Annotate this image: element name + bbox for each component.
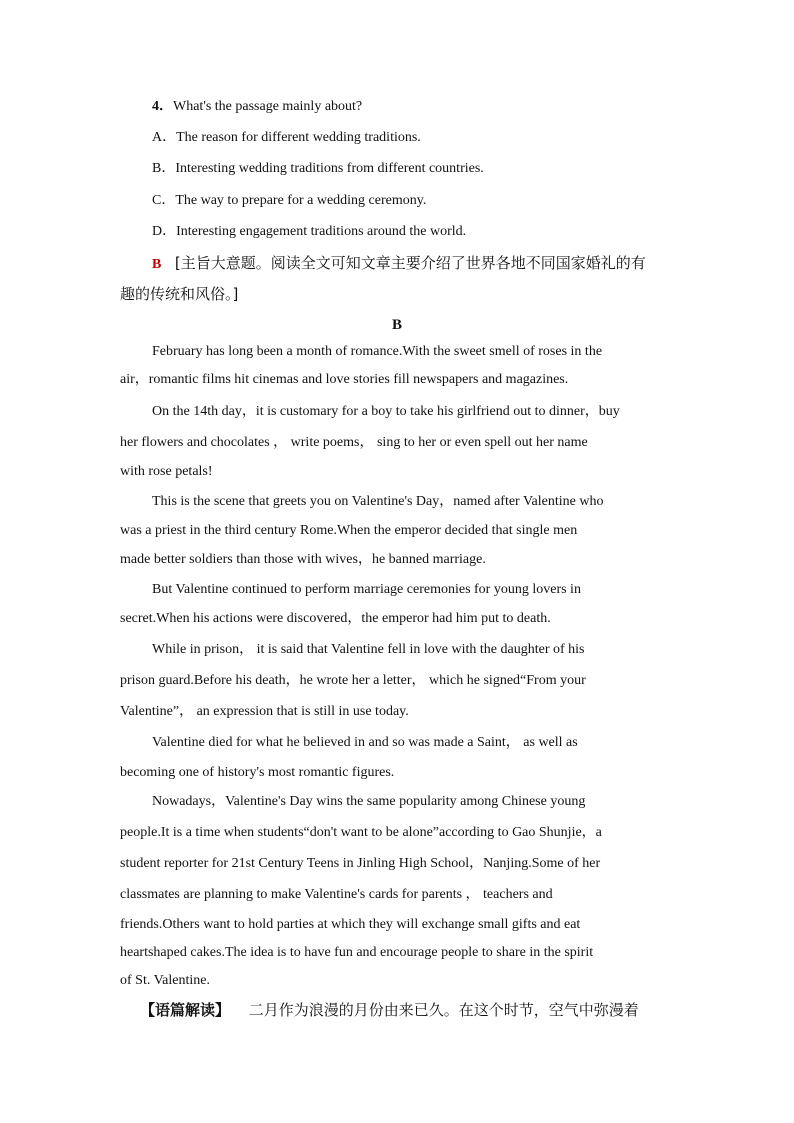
option-c [152, 192, 426, 210]
passage-line: This is the scene that greets you on Valentine's Day，named after Valentine who [152, 494, 604, 509]
passage-line: heartshaped cakes.The idea is to have fun and encourage people to share in the spirit [120, 945, 594, 960]
passage-line: with rose petals! [120, 464, 213, 479]
passage-line: becoming one of history's most romantic figures. [120, 765, 395, 780]
passage-line: was a priest in the third century Rome.When the emperor decided that single men [120, 523, 578, 538]
passage-line: prison guard.Before his death，he wrote her a letter， which he signed“From your [120, 673, 586, 688]
passage-line: of St. Valentine. [120, 973, 210, 988]
passage-line: her flowers and chocolates ， write poems， sing to her or even spell out her name [120, 435, 588, 450]
passage-line: people.It is a time when students“don't want to be alone”according to Gao Shunjie，a [120, 825, 602, 840]
passage-line: Valentine died for what he believed in and so was made a Saint， as well as [152, 735, 578, 750]
passage-line: But Valentine continued to perform marriage ceremonies for young lovers in [152, 582, 581, 597]
section-heading: B [391, 317, 402, 333]
option-d-text: Interesting engagement traditions around the world. [176, 224, 467, 239]
option-b-text: Interesting wedding traditions from different countries. [175, 161, 484, 176]
passage-line: While in prison， it is said that Valentine fell in love with the daughter of his [152, 642, 585, 657]
answer-letter: B [152, 257, 162, 272]
option-d-letter: D． [152, 224, 177, 239]
option-b-letter: B． [152, 161, 176, 176]
interpretation-label: 【语篇解读】 [140, 1001, 231, 1019]
explanation-line-1: [主旨大意题。阅读全文可知文章主要介绍了世界各地不同国家婚礼的有 [174, 254, 646, 272]
question-stem-text: What's the passage mainly about? [173, 99, 363, 114]
passage-line: student reporter for 21st Century Teens in Jinling High School，Nanjing.Some of her [120, 856, 601, 871]
passage-line: Nowadays，Valentine's Day wins the same popularity among Chinese young [152, 794, 586, 809]
interpretation [140, 1001, 639, 1019]
option-a [152, 129, 421, 147]
option-c-text: The way to prepare for a wedding ceremony. [175, 193, 427, 208]
question-number: 4． [152, 99, 173, 114]
option-b [152, 160, 484, 178]
passage-line: classmates are planning to make Valentine's cards for parents ， teachers and [120, 887, 553, 902]
passage-line: secret.When his actions were discovered，the emperor had him put to death. [120, 611, 551, 626]
explanation-line-2: 趣的传统和风俗。] [120, 285, 239, 303]
passage-line: air，romantic films hit cinemas and love stories fill newspapers and magazines. [120, 372, 569, 387]
question-stem [152, 98, 362, 116]
answer-explanation [152, 254, 646, 274]
passage-line: friends.Others want to hold parties at which they will exchange small gifts and eat [120, 917, 581, 932]
option-d [152, 223, 466, 241]
option-a-letter: A． [152, 130, 177, 145]
interpretation-text: 二月作为浪漫的月份由来已久。在这个时节，空气中弥漫着 [248, 1001, 639, 1019]
option-a-text: The reason for different wedding traditions. [176, 130, 421, 145]
passage-line: On the 14th day，it is customary for a boy to take his girlfriend out to dinner，buy [152, 404, 620, 419]
passage-line: made better soldiers than those with wives，he banned marriage. [120, 552, 486, 567]
passage-line: February has long been a month of romance.With the sweet smell of roses in the [152, 344, 603, 359]
option-c-letter: C． [152, 193, 176, 208]
passage-line: Valentine”， an expression that is still in use today. [120, 704, 409, 719]
